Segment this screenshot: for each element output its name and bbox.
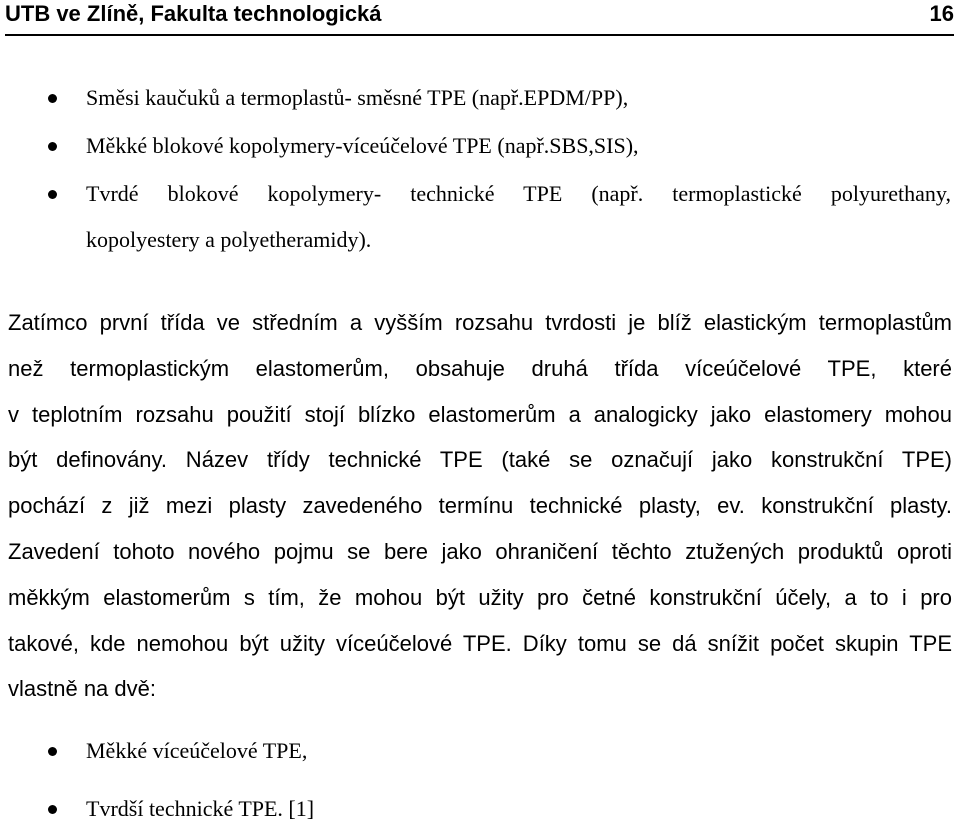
paragraph-line: v teplotním rozsahu použití stojí blízko elastomerům a analogicky jako elastomery mohou (8, 401, 952, 427)
bullet-icon (48, 94, 57, 103)
paragraph-line: takové, kde nemohou být užity víceúčelové TPE. Díky tomu se dá snížit počet skupin TPE (8, 630, 952, 656)
list-item (0, 122, 959, 170)
list-item-text-line2: kopolyestery a polyetheramidy). (86, 227, 372, 252)
bullet-icon (48, 190, 57, 199)
list-item (0, 170, 959, 262)
paragraph-line: být definovány. Název třídy technické TPE (také se označují jako konstrukční TPE) (8, 447, 952, 473)
bullet-icon (48, 142, 57, 151)
list-item-text: Měkké víceúčelové TPE, (86, 738, 308, 763)
page-number: 16 (929, 1, 954, 26)
paragraph-line: měkkým elastomerům s tím, že mohou být užity pro četné konstrukční účely, a to i pro (8, 584, 952, 610)
list-item (0, 722, 959, 780)
bullet-icon (48, 747, 57, 756)
list-item (0, 780, 959, 838)
paragraph-line: Zatímco první třída ve středním a vyšším rozsahu tvrdosti je blíž elastickým termoplastům (8, 310, 952, 335)
page-header (5, 0, 954, 36)
header-title: UTB ve Zlíně, Fakulta technologická (5, 1, 382, 26)
paragraph-line: vlastně na dvě: (8, 676, 156, 702)
bullet-icon (48, 805, 57, 814)
list-item (0, 74, 959, 122)
list-item-text: Směsi kaučuků a termoplastů- směsné TPE (např.EPDM/PP), (86, 85, 629, 110)
list-item-text: Měkké blokové kopolymery-víceúčelové TPE (např.SBS,SIS), (86, 133, 639, 158)
list-item-text: Tvrdší technické TPE. [1] (86, 796, 315, 821)
body-paragraph (8, 300, 952, 712)
list-item-text-line1: Tvrdé blokové kopolymery- technické TPE (např. termoplastické polyurethany, (86, 181, 951, 206)
paragraph-line: Zavedení tohoto nového pojmu se bere jako ohraničení těchto ztužených produktů oproti (8, 538, 952, 564)
bullet-list-bottom (0, 722, 959, 838)
paragraph-line: než termoplastickým elastomerům, obsahuje druhá třída víceúčelové TPE, které (8, 355, 952, 381)
paragraph-line: pochází z již mezi plasty zavedeného termínu technické plasty, ev. konstrukční plasty. (8, 493, 952, 519)
bullet-list-top (0, 74, 959, 262)
